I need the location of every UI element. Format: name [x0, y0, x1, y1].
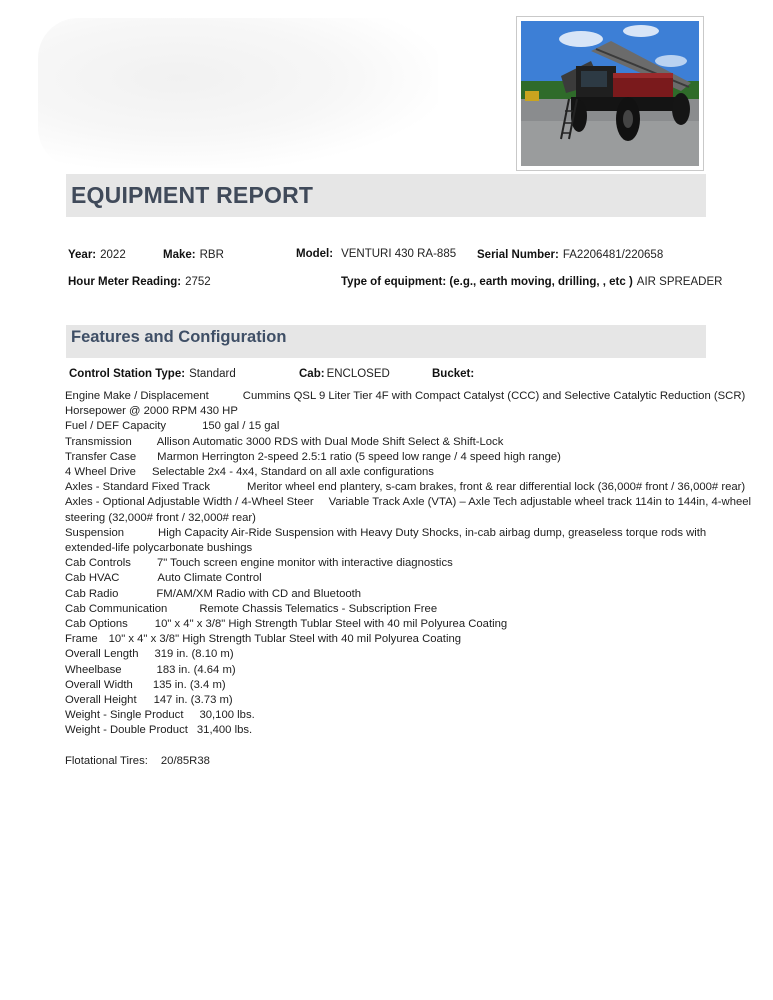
spec-row — [65, 693, 755, 708]
spec-key: Weight - Single Product — [65, 709, 184, 722]
spec-row — [65, 723, 755, 738]
sprayer-photo-illustration — [521, 21, 699, 166]
spec-row — [65, 556, 755, 571]
spec-value: 10" x 4" x 3/8" High Strength Tublar Steel with 40 mil Polyurea Coating — [154, 618, 508, 631]
spec-key: 4 Wheel Drive — [65, 466, 136, 479]
spec-row — [65, 465, 755, 480]
equipment-type-value: AIR SPREADER — [636, 276, 723, 288]
cab-label: Cab: — [299, 368, 325, 380]
hours-label: Hour Meter Reading: — [68, 276, 182, 288]
spec-row — [65, 419, 755, 434]
spec-row — [65, 404, 755, 419]
tires-value: 20/85R38 — [160, 754, 210, 767]
spec-key: Axles - Optional Adjustable Width / 4-Wheel Steer — [65, 496, 314, 509]
bucket-field — [432, 366, 478, 380]
make-field — [163, 247, 224, 261]
spec-value: 7" Touch screen engine monitor with interactive diagnostics — [156, 557, 453, 570]
features-title: Features and Configuration — [71, 328, 287, 346]
make-value: RBR — [199, 249, 224, 261]
spec-value: Auto Climate Control — [157, 572, 262, 585]
spec-key: Overall Height — [65, 694, 137, 707]
cab-field — [299, 366, 390, 380]
spec-key: Transmission — [65, 435, 132, 448]
hours-value: 2752 — [185, 276, 211, 288]
model-label: Model: — [296, 248, 334, 260]
spec-value: High Capacity Air-Ride Suspension with Heavy Duty Shocks, in-cab airbag dump, greaseless torque rods with extended-life polycarbonate bushings — [65, 526, 707, 555]
spec-value: 147 in. (3.73 m) — [153, 694, 233, 707]
report-title: EQUIPMENT REPORT — [71, 182, 314, 208]
spec-row — [65, 587, 755, 602]
make-label: Make: — [163, 249, 196, 261]
spec-key: Overall Length — [65, 648, 139, 661]
serial-label: Serial Number: — [477, 249, 559, 261]
equipment-photo — [516, 16, 704, 171]
spec-key: Axles - Standard Fixed Track — [65, 481, 211, 494]
spec-key: Wheelbase — [65, 663, 122, 676]
spec-key: Cab HVAC — [65, 572, 120, 585]
specifications-list — [65, 389, 755, 769]
spec-value: 30,100 lbs. — [199, 709, 255, 722]
spec-key: Horsepower @ 2000 RPM — [65, 405, 198, 418]
spec-key: Transfer Case — [65, 450, 137, 463]
spec-row — [65, 571, 755, 586]
serial-field — [477, 247, 663, 261]
model-field — [296, 246, 456, 260]
spec-key: Frame — [65, 633, 98, 646]
spec-row — [65, 495, 755, 525]
cab-value: ENCLOSED — [326, 368, 390, 380]
report-title-banner — [66, 174, 706, 217]
spec-row — [65, 450, 755, 465]
features-banner — [66, 325, 706, 358]
hours-field — [68, 274, 211, 288]
spec-value: 430 HP — [200, 405, 238, 418]
spec-row — [65, 632, 755, 647]
control-station-label: Control Station Type: — [69, 368, 186, 380]
company-logo-placeholder — [38, 18, 438, 168]
equipment-type-label: Type of equipment: (e.g., earth moving, drilling, , etc ) — [341, 276, 633, 288]
spec-key: Suspension — [65, 526, 125, 539]
spec-value: Cummins QSL 9 Liter Tier 4F with Compact Catalyst (CCC) and Selective Catalytic Reduction (SCR) — [242, 390, 746, 402]
control-station-value: Standard — [189, 368, 236, 380]
spec-key: Overall Width — [65, 678, 133, 691]
spec-value: Marmon Herrington 2-speed 2.5:1 ratio (5 speed low range / 4 speed high range) — [157, 450, 561, 463]
spec-value: 31,400 lbs. — [196, 724, 253, 737]
spec-value: Selectable 2x4 - 4x4, Standard on all axle configurations — [151, 466, 434, 479]
tires-row — [65, 754, 755, 769]
spec-row — [65, 678, 755, 693]
serial-value: FA2206481/220658 — [562, 249, 664, 261]
year-label: Year: — [68, 249, 97, 261]
spec-row — [65, 663, 755, 678]
spec-value: 183 in. (4.64 m) — [156, 663, 236, 676]
equipment-type-field — [341, 274, 722, 288]
year-value: 2022 — [100, 249, 126, 261]
bucket-label: Bucket: — [432, 368, 475, 380]
spec-row — [65, 647, 755, 662]
spec-row — [65, 617, 755, 632]
spec-key: Cab Controls — [65, 557, 131, 570]
spec-value: Meritor wheel end plantery, s-cam brakes, front & rear differential lock (36,000# front / 36,000# rear) — [247, 481, 746, 494]
tires-label: Flotational Tires: — [65, 754, 148, 767]
spec-key: Engine Make / Displacement — [65, 390, 209, 402]
spec-row — [65, 708, 755, 723]
spec-value: 135 in. (3.4 m) — [152, 678, 226, 691]
spec-value: 150 gal / 15 gal — [202, 420, 280, 433]
spec-row — [65, 435, 755, 450]
spec-key: Cab Communication — [65, 602, 168, 615]
spec-row — [65, 389, 755, 404]
spec-key: Cab Options — [65, 618, 128, 631]
spec-value: Remote Chassis Telematics - Subscription Free — [199, 602, 438, 615]
spec-value: Allison Automatic 3000 RDS with Dual Mode Shift Select & Shift-Lock — [156, 435, 504, 448]
control-station-field — [69, 366, 236, 380]
spec-row — [65, 526, 755, 556]
spec-value: Variable Track Axle (VTA) – Axle Tech adjustable wheel track 114in to 144in, 4-wheel steering (32,000# front / 32,000# rear) — [65, 496, 752, 524]
spec-key: Cab Radio — [65, 587, 119, 600]
year-field — [68, 247, 126, 261]
spec-key: Fuel / DEF Capacity — [65, 420, 167, 433]
spec-value: FM/AM/XM Radio with CD and Bluetooth — [156, 587, 362, 600]
spec-key: Weight - Double Product — [65, 724, 188, 737]
spec-value: 10" x 4" x 3/8" High Strength Tublar Steel with 40 mil Polyurea Coating — [108, 633, 462, 646]
spec-row — [65, 602, 755, 617]
spec-value: 319 in. (8.10 m) — [154, 648, 234, 661]
spec-row — [65, 480, 755, 495]
model-value: VENTURI 430 RA-885 — [341, 248, 457, 260]
